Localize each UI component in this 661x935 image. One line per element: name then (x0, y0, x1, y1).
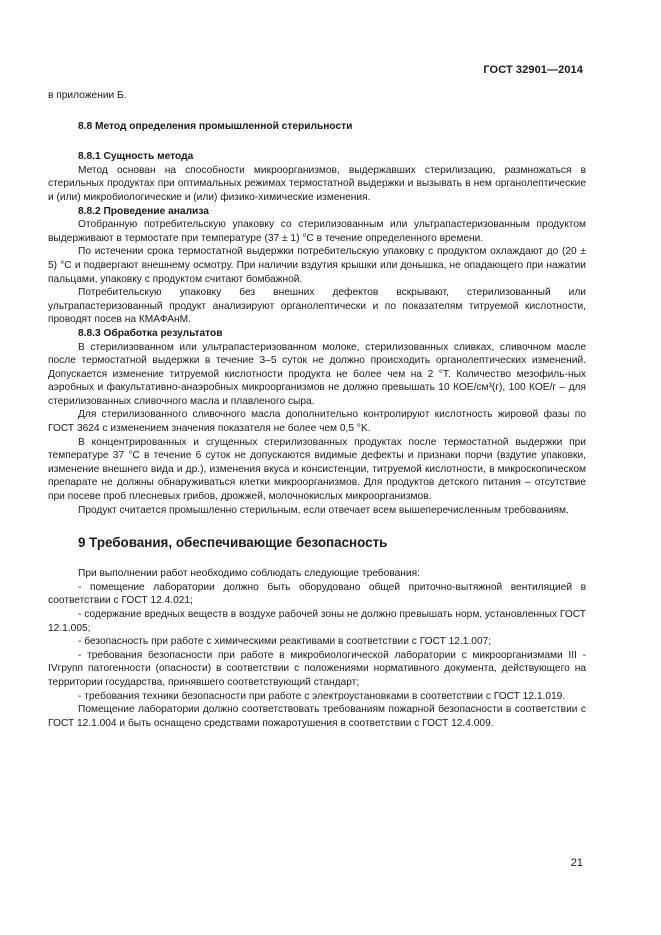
continuation-text: в приложении Б. (48, 90, 127, 101)
paragraph: По истечении срока термостатной выдержки потребительскую упаковку с продуктом охлаждают до (20 ± 5) °С и подвергают внешнему осмотру. При наличии вздутия крышки или донышка, не опадающего при нажатии пальцами, упаковку с продуктом считают бомбажной. (48, 246, 586, 285)
list-item: - требования техники безопасности при работе с электроустановками в соответствии с ГОСТ 12.1.019. (78, 690, 566, 702)
standard-header: ГОСТ 32901—2014 (483, 64, 583, 76)
list-item: - требования безопасности при работе в микробиологической лаборатории с микроорганизмами III - IVгрупп патогенности (опасности) в соответствии с положениями нормативного документа, действующего на территории государства, принявшего соответствующий стандарт; (48, 649, 586, 688)
paragraph: Потребительскую упаковку без внешних дефектов вскрывают, стерилизованный или ультрапастеризованный продукт анализируют органолептически и по показателям титруемой кислотности, проводят посев на КМАФАнМ. (48, 287, 586, 326)
paragraph: Для стерилизованного сливочного масла дополнительно контролируют кислотность жировой фазы по ГОСТ 3624 с изменением значения показателя не более чем 0,5 °K. (48, 409, 586, 435)
paragraph: Помещение лаборатории должно соответствовать требованиям пожарной безопасности в соответствии с ГОСТ 12.1.004 и быть оснащено средствами пожаротушения в соответствии с ГОСТ 12.4.009. (48, 704, 586, 729)
section-heading-9: 9 Требования, обеспечивающие безопасность (78, 535, 388, 551)
paragraph: Продукт считается промышленно стерильным, если отвечает всем вышеперечисленным требованиям. (78, 504, 569, 516)
section-heading-8-8: 8.8 Метод определения промышленной стерильности (78, 120, 353, 132)
list-item: - безопасность при работе с химическими реактивами в соответствии с ГОСТ 12.1.007; (78, 636, 492, 648)
subsection-heading-8-8-3: 8.8.3 Обработка результатов (78, 327, 223, 339)
paragraph: В концентрированных и сгущенных стерилизованных продуктах после термостатной выдержки при температуре 37 °С в течение 6 суток не допускаются видимые дефекты и признаки порчи (вздутие упаковки, изменение внешнего вида и др.), изменения вкуса и консистенции, титруемой кислотности, в микроскопическом препарате не должны обнаруживаться клетки микроорганизмов. Для продуктов детского питания – отсутствие при посеве проб плесневых грибов, дрожжей, молочнокислых микроорганизмов. (48, 436, 586, 503)
paragraph: Отобранную потребительскую упаковку со стерилизованным или ультрапастеризованным продуктом выдерживают в термостате при температуре (37 ± 1) °С в течение определенного времени. (48, 219, 586, 244)
subsection-heading-8-8-1: 8.8.1 Сущность метода (78, 151, 194, 163)
page-number: 21 (570, 857, 583, 869)
paragraph: Метод основан на способности микроорганизмов, выдержавших стерилизацию, размножаться в стерильных продуктах при оптимальных режимах термостатной выдержки и вызывать в нем органолептические и (или) микробиологические и (или) физико-химические изменения. (48, 164, 586, 203)
paragraph: В стерилизованном или ультрапастеризованном молоке, стерилизованных сливках, сливочном масле после термостатной выдержки в течение 3–5 суток не должно происходить органолептических изменений. Допускается изменение титруемой кислотности продукта не более чем на 2 °Т. Количество мезофиль-ных аэробных и факультативно-анаэробных микроорганизмов не должно превышать 10 КОЕ/см³(г), 100 КОЕ/г – для стерилизованных сливочного масла и плавленого сыра. (48, 341, 586, 407)
paragraph: При выполнении работ необходимо соблюдать следующие требования: (78, 568, 420, 580)
page-body (48, 89, 586, 730)
list-item: - содержание вредных веществ в воздухе рабочей зоны не должно превышать норм, установленных ГОСТ 12.1.005; (48, 609, 586, 634)
subsection-heading-8-8-2: 8.8.2 Проведение анализа (78, 205, 209, 217)
list-item: - помещение лаборатории должно быть оборудовано общей приточно-вытяжной вентиляцией в соответствии с ГОСТ 12.4.021; (48, 581, 586, 607)
